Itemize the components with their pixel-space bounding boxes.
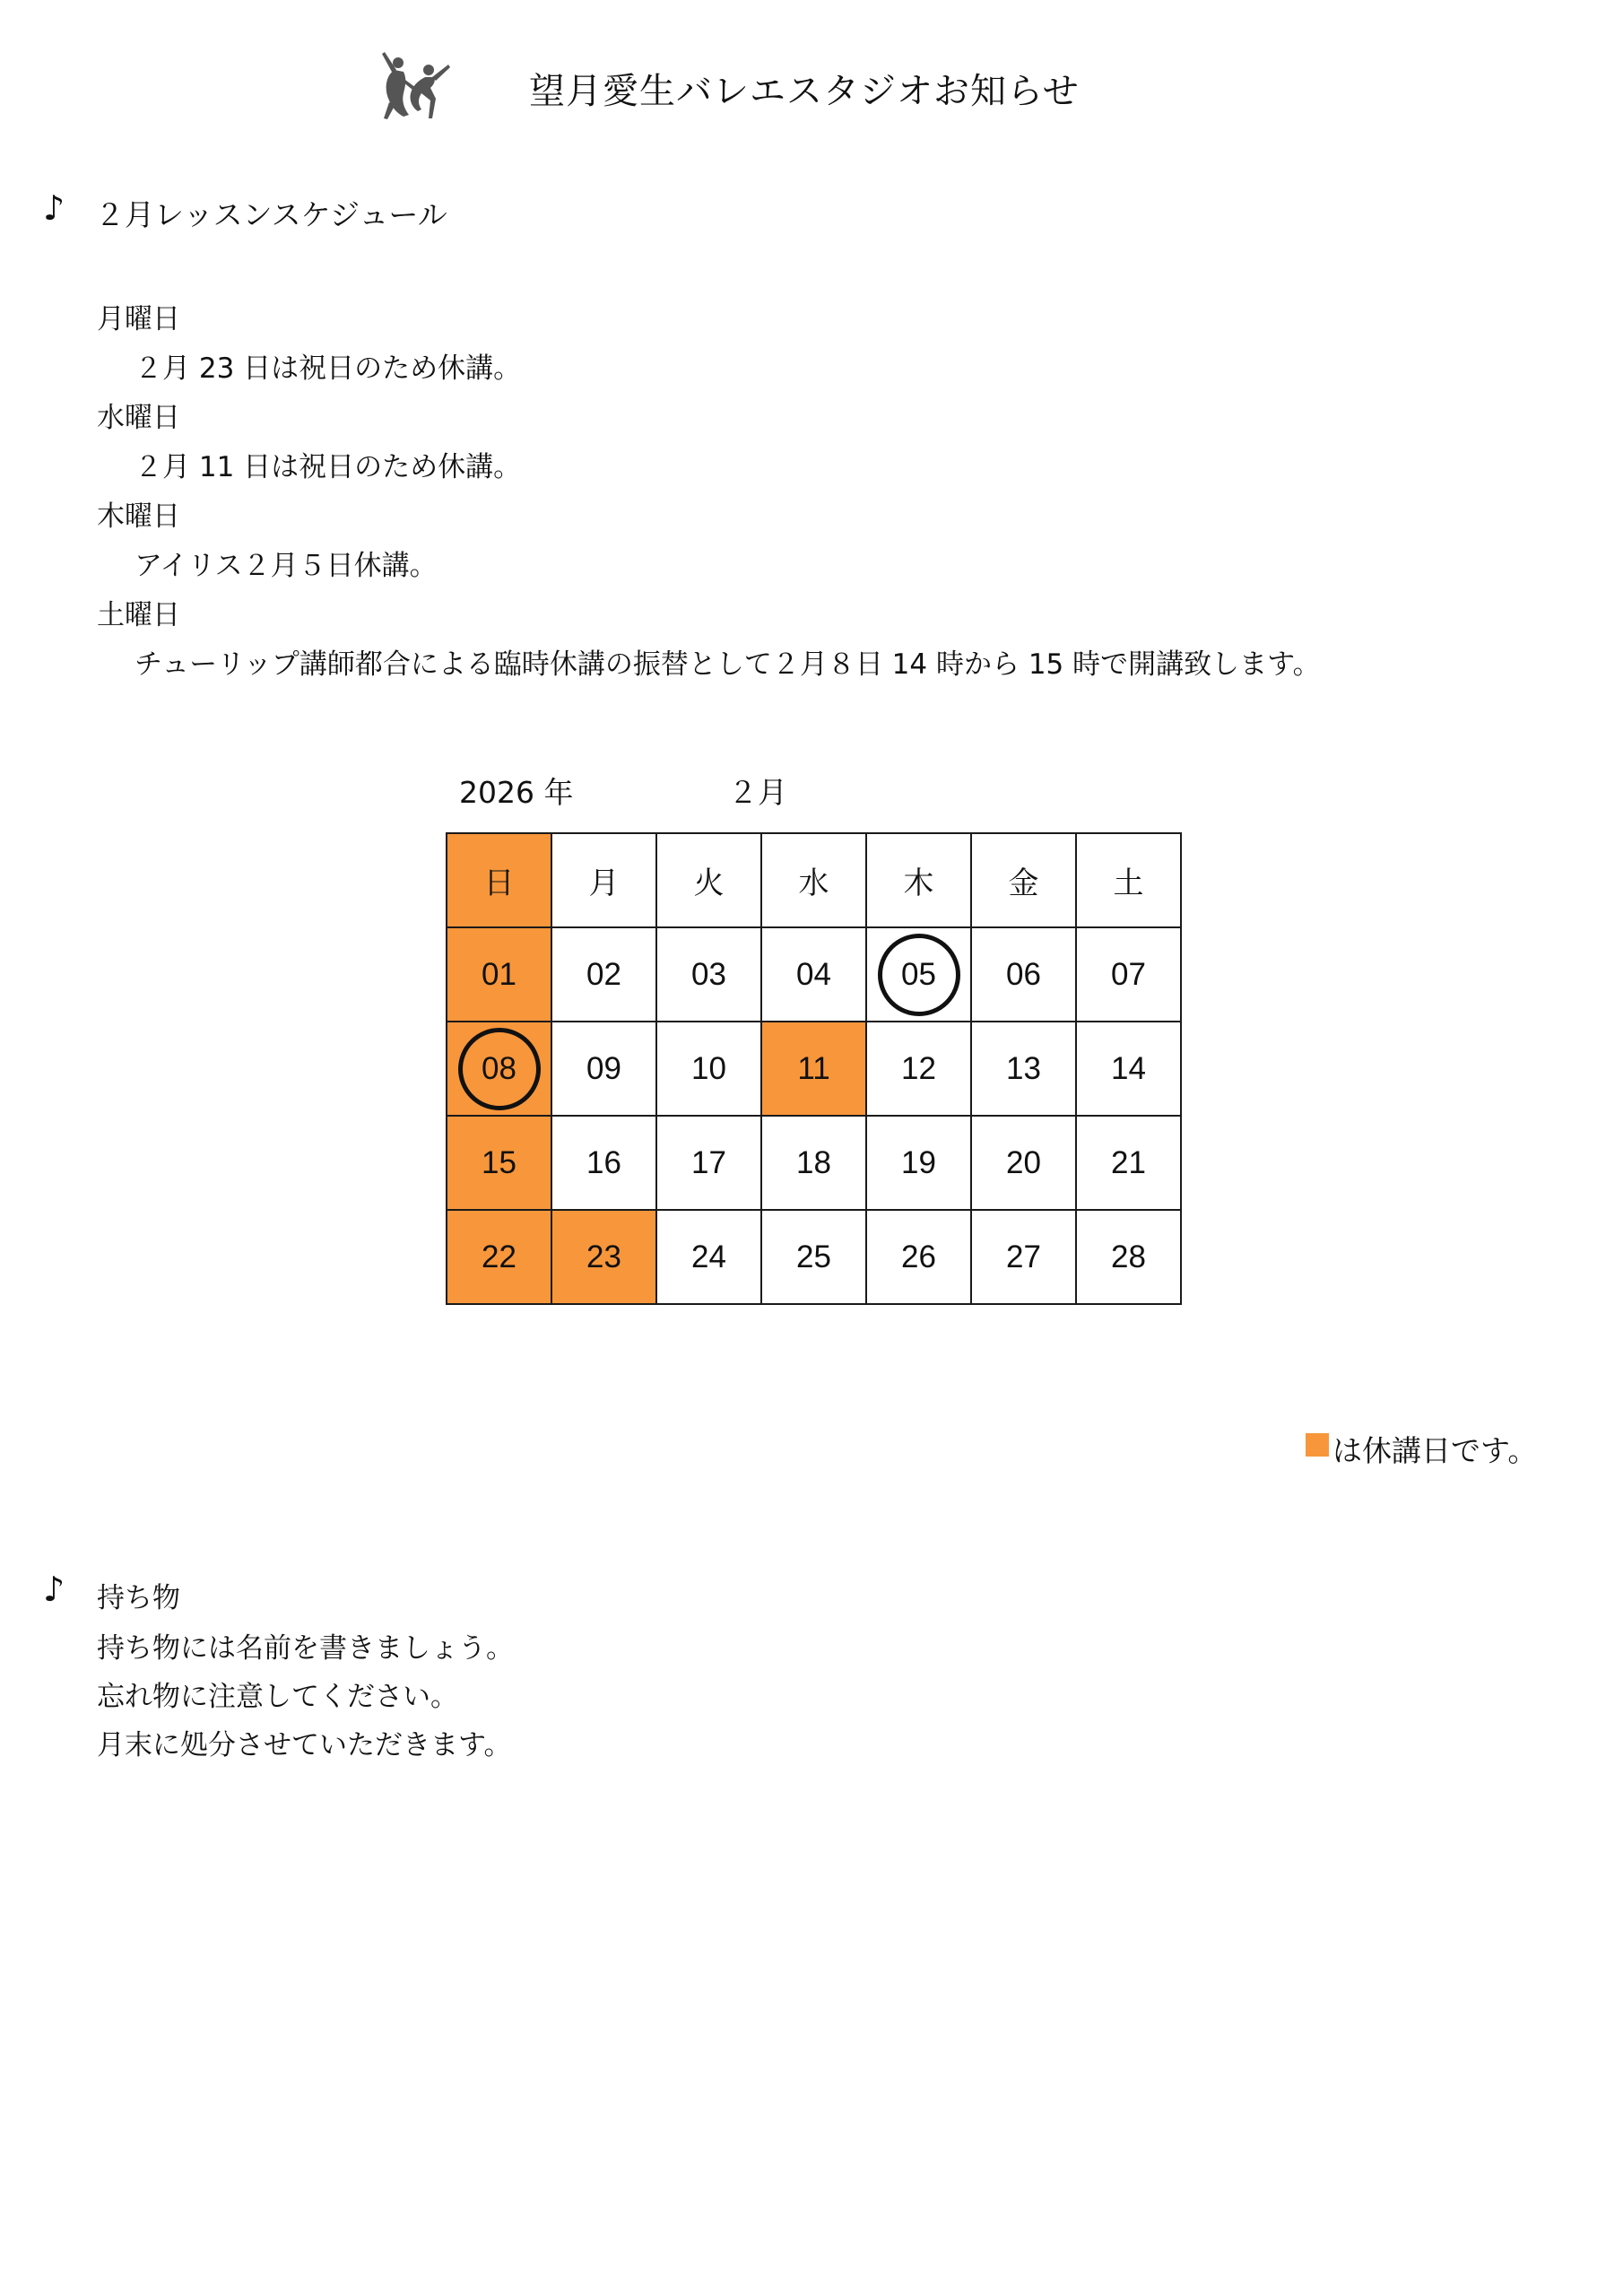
belongings-line: 持ち物には名前を書きましょう。 (97, 1632, 514, 1665)
closed-day-legend: は休講日です。 (1332, 1433, 1538, 1468)
calendar-day-number: 18 (796, 1144, 831, 1180)
weekday-label: 土 (1113, 865, 1144, 901)
calendar-day-cell (1076, 1210, 1181, 1304)
calendar-day-cell (447, 927, 551, 1022)
calendar-day-number: 06 (1006, 956, 1041, 992)
calendar-day-cell (656, 927, 761, 1022)
highlight-circle (458, 1028, 541, 1110)
weekday-cell (761, 833, 866, 927)
calendar-day-cell (447, 1116, 551, 1210)
calendar-day-cell (761, 1022, 866, 1116)
calendar-month: ２月 (728, 775, 787, 810)
calendar-day-number: 09 (586, 1050, 621, 1086)
closed-day-legend-swatch (1306, 1433, 1329, 1457)
calendar-week-row (447, 1210, 1181, 1304)
calendar-day-cell (761, 1210, 866, 1304)
calendar-day-cell (866, 1022, 971, 1116)
calendar-day-cell (447, 1022, 551, 1116)
calendar-day-number: 19 (901, 1144, 936, 1180)
calendar-day-cell (761, 927, 866, 1022)
calendar-day-cell (1076, 1116, 1181, 1210)
saturday-label: 土曜日 (97, 599, 180, 631)
calendar-day-cell (971, 1116, 1076, 1210)
weekday-label: 金 (1008, 865, 1039, 901)
weekday-label: 木 (903, 865, 934, 901)
calendar-day-number: 28 (1111, 1239, 1146, 1274)
belongings-line: 月末に処分させていただきます。 (97, 1729, 512, 1761)
weekday-label: 月 (588, 865, 620, 901)
belongings-line: 忘れ物に注意してください。 (97, 1681, 458, 1713)
weekday-cell (1076, 833, 1181, 927)
calendar-day-cell (1076, 927, 1181, 1022)
thursday-label: 木曜日 (97, 500, 180, 533)
calendar-day-number: 27 (1006, 1239, 1041, 1274)
wednesday-label: 水曜日 (97, 402, 180, 434)
calendar-day-number: 08 (482, 1050, 516, 1086)
weekday-label: 日 (483, 865, 515, 901)
calendar-day-number: 14 (1111, 1050, 1146, 1086)
saturday-note: チューリップ講師都合による臨時休講の振替として２月８日 14 時から 15 時で開講致します。 (135, 648, 1321, 681)
calendar-day-number: 13 (1006, 1050, 1041, 1086)
calendar-day-number: 15 (482, 1144, 516, 1180)
schedule-heading: ２月レッスンスケジュール (95, 197, 447, 232)
calendar-day-number: 16 (586, 1144, 621, 1180)
music-note-icon: ♪ (43, 1570, 65, 1609)
wednesday-note: ２月 11 日は祝日のため休講。 (135, 451, 522, 483)
weekday-cell (971, 833, 1076, 927)
monday-label: 月曜日 (97, 303, 180, 335)
weekday-cell (551, 833, 656, 927)
calendar-day-cell (866, 1116, 971, 1210)
weekday-cell (656, 833, 761, 927)
calendar-day-cell (551, 1210, 656, 1304)
belongings-heading: 持ち物 (97, 1582, 180, 1614)
calendar-day-cell (866, 1210, 971, 1304)
calendar-day-number: 26 (901, 1239, 936, 1274)
calendar-day-cell (447, 1210, 551, 1304)
calendar-day-number: 02 (586, 956, 621, 992)
calendar-day-number: 04 (796, 956, 831, 992)
thursday-note: アイリス２月５日休講。 (135, 550, 438, 582)
calendar-day-number: 05 (901, 956, 936, 992)
calendar-day-number: 25 (796, 1239, 831, 1274)
calendar-day-number: 22 (482, 1239, 516, 1274)
calendar-day-cell (1076, 1022, 1181, 1116)
calendar-day-cell (761, 1116, 866, 1210)
calendar-week-row (447, 1022, 1181, 1116)
calendar-day-cell (551, 1022, 656, 1116)
weekday-cell (866, 833, 971, 927)
ballet-dancers-icon (377, 47, 457, 127)
calendar-week-row (447, 1116, 1181, 1210)
calendar-day-number: 07 (1111, 956, 1146, 992)
calendar-day-number: 11 (797, 1050, 830, 1086)
calendar-day-number: 23 (586, 1239, 621, 1274)
music-note-icon: ♪ (43, 188, 65, 228)
calendar-day-cell (551, 927, 656, 1022)
calendar-weekday-row (447, 833, 1181, 927)
calendar-day-number: 20 (1006, 1144, 1041, 1180)
calendar-day-number: 24 (691, 1239, 726, 1274)
weekday-label: 水 (798, 865, 829, 901)
calendar-day-cell (656, 1022, 761, 1116)
calendar-day-cell (866, 927, 971, 1022)
calendar-day-cell (656, 1116, 761, 1210)
calendar-day-cell (971, 927, 1076, 1022)
calendar-day-cell (971, 1210, 1076, 1304)
monday-note: ２月 23 日は祝日のため休講。 (135, 352, 522, 385)
calendar-grid (446, 832, 1182, 1305)
calendar-day-number: 12 (901, 1050, 936, 1086)
calendar-day-cell (971, 1022, 1076, 1116)
highlight-circle (878, 934, 960, 1016)
calendar-day-number: 17 (691, 1144, 726, 1180)
calendar-day-cell (551, 1116, 656, 1210)
calendar-week-row (447, 927, 1181, 1022)
calendar-year: 2026 年 (459, 775, 574, 810)
page-title: 望月愛生バレエスタジオお知らせ (529, 71, 1080, 112)
weekday-cell (447, 833, 551, 927)
calendar-day-number: 10 (691, 1050, 726, 1086)
calendar-day-number: 03 (691, 956, 726, 992)
calendar-day-number: 01 (482, 956, 516, 992)
calendar-day-number: 21 (1111, 1144, 1146, 1180)
calendar-day-cell (656, 1210, 761, 1304)
weekday-label: 火 (693, 865, 725, 901)
